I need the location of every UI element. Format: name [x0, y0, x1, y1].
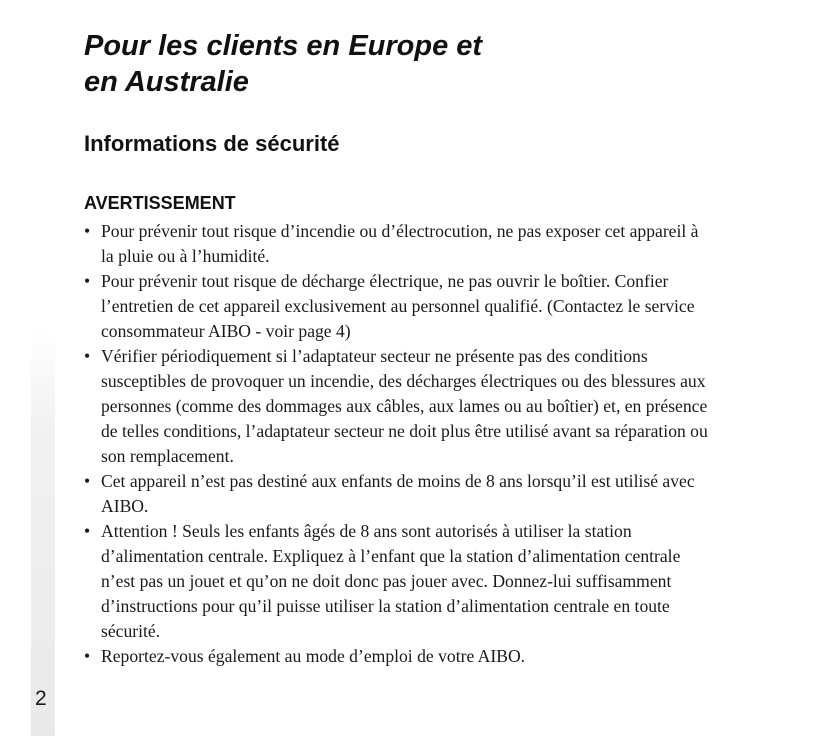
- list-item-text: Attention ! Seuls les enfants âgés de 8 ans sont autorisés à utiliser la station d’alimentation centrale. Expliquez à l’enfant que la station d’alimentation centrale n’est pas un jouet et qu’on ne doit donc pas jouer avec. Donnez-lui suffisamment d’instructions pour qu’il puisse utiliser la station d’alimentation centrale en toute sécurité.: [101, 521, 681, 641]
- bullet-icon: •: [84, 521, 91, 541]
- list-item-text: Cet appareil n’est pas destiné aux enfants de moins de 8 ans lorsqu’il est utilisé avec AIBO.: [101, 471, 695, 516]
- bullet-icon: •: [84, 646, 91, 666]
- list-item: [84, 469, 714, 519]
- list-item-text: Pour prévenir tout risque de décharge électrique, ne pas ouvrir le boîtier. Confier l’entretien de cet appareil exclusivement au personnel qualifié. (Contactez le service consommateur AIBO - voir page 4): [101, 271, 695, 341]
- list-item-text: Vérifier périodiquement si l’adaptateur secteur ne présente pas des conditions susceptibles de provoquer un incendie, des décharges électriques ou des blessures aux personnes (comme des dommages aux câbles, aux lames ou au boîtier) et, en présence de telles conditions, l’adaptateur secteur ne doit plus être utilisé avant sa réparation ou son remplacement.: [101, 346, 708, 466]
- list-item: [84, 644, 714, 669]
- section-subtitle: Informations de sécurité: [84, 131, 340, 156]
- list-item: [84, 344, 714, 469]
- list-item-text: Pour prévenir tout risque d’incendie ou d’électrocution, ne pas exposer cet appareil à la pluie ou à l’humidité.: [101, 221, 699, 266]
- list-item: [84, 269, 714, 344]
- warning-heading: AVERTISSEMENT: [84, 193, 236, 213]
- page-number: 2: [35, 687, 47, 710]
- page-edge-strip: [31, 330, 55, 736]
- bullet-icon: •: [84, 471, 91, 491]
- bullet-icon: •: [84, 271, 91, 291]
- warning-list: [84, 219, 714, 669]
- page-title-line-1: Pour les clients en Europe et: [84, 30, 483, 62]
- list-item: [84, 519, 714, 644]
- page-title-line-2: en Australie: [84, 66, 249, 98]
- list-item-text: Reportez-vous également au mode d’emploi de votre AIBO.: [101, 646, 526, 666]
- list-item: [84, 219, 714, 269]
- bullet-icon: •: [84, 221, 91, 241]
- bullet-icon: •: [84, 346, 91, 366]
- page-title: [84, 28, 644, 100]
